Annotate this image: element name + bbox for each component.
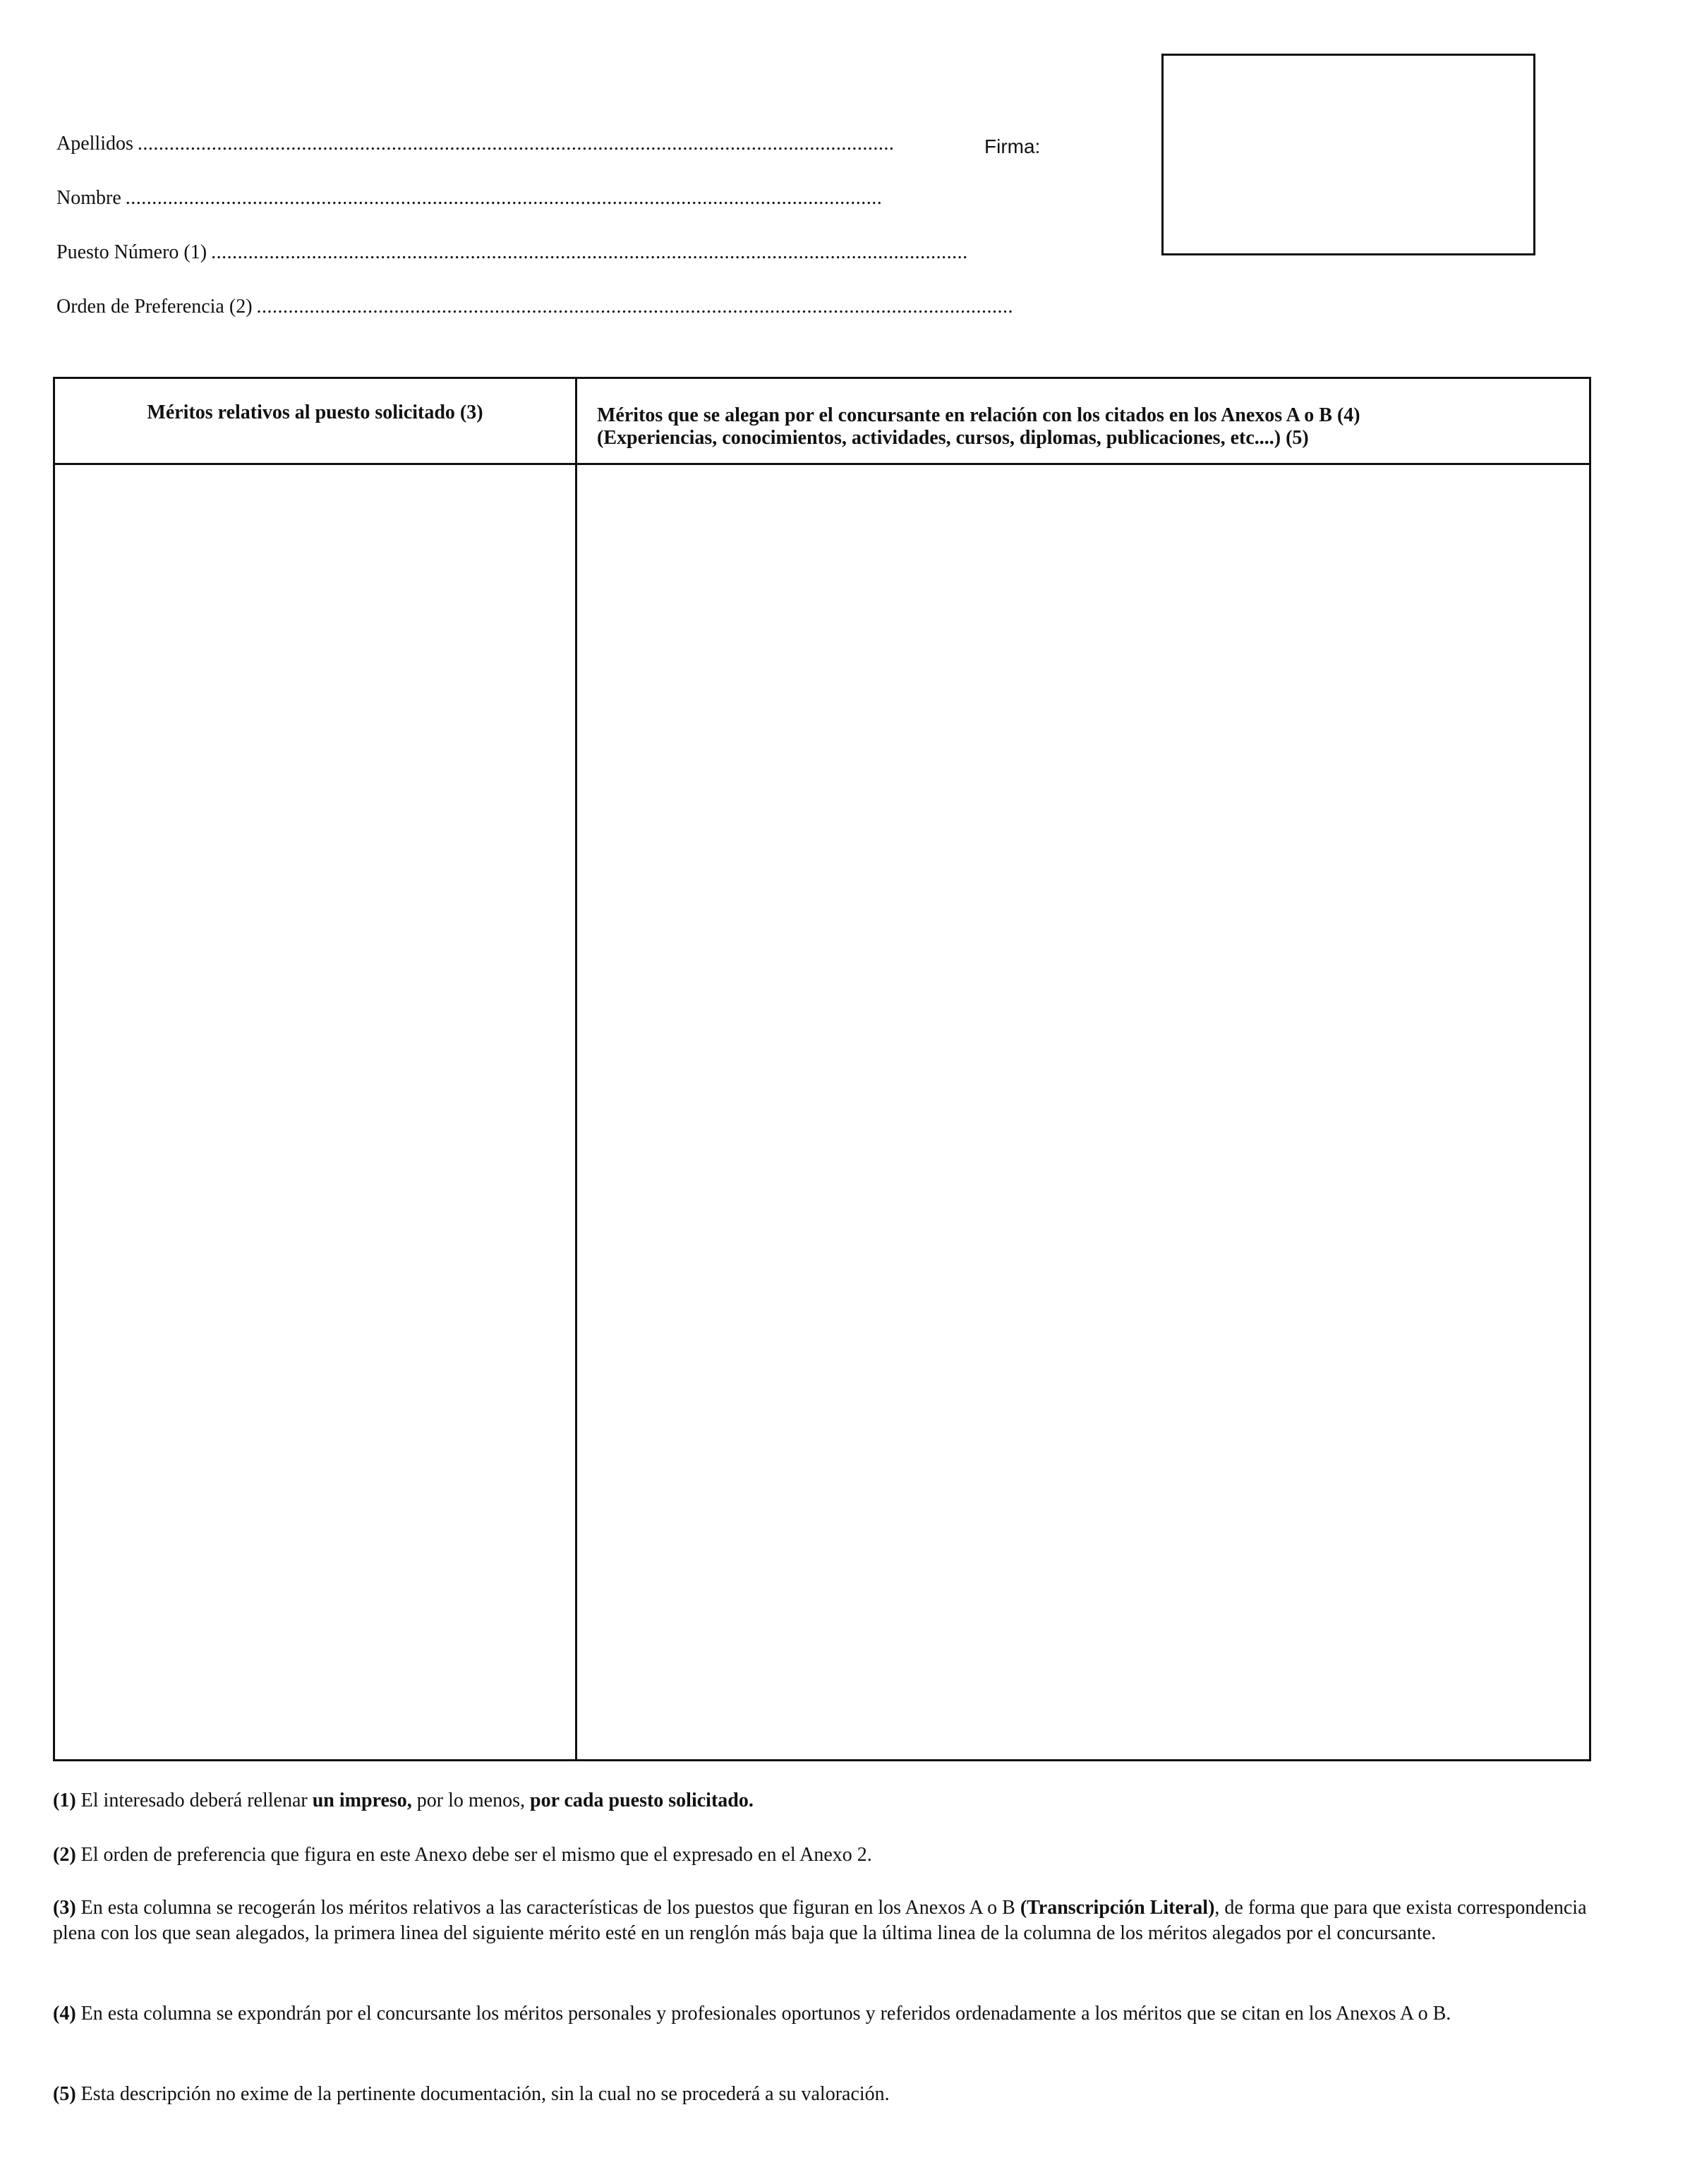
note-4 [53,2001,1591,2027]
merits-table [53,377,1591,1761]
orden-field[interactable] [56,294,1014,320]
col2-header [577,379,1589,465]
note-3-text-c: , de forma que para que exista correspondencia plena con los que sean alegados, la primera linea del siguiente mérito esté en un renglón más baja que la última linea de la columna de los méritos alegados por el concursante. [53,1897,1587,1944]
note-3-text-a: En esta columna se recogerán los méritos relativos a las características de los puestos que figuran en los Anexos A o B [76,1897,1020,1919]
note-1 [53,1788,1591,1814]
firma-label: Firma: [984,135,1041,157]
nombre-label: Nombre [56,187,121,209]
nombre-field[interactable] [56,186,907,211]
apellidos-dots: ............................................................................................................................................... [137,133,895,155]
signature-box[interactable] [1161,54,1535,255]
note-1-num: (1) [53,1790,76,1811]
note-2-text: El orden de preferencia que figura en este Anexo debe ser el mismo que el expresado en el Anexo 2. [76,1844,872,1866]
note-1-text-b: un impreso, [312,1790,412,1811]
note-5-num: (5) [53,2083,76,2105]
note-3-text-b: (Transcripción Literal) [1020,1897,1215,1919]
col1-header: Méritos relativos al puesto solicitado (3) [55,379,577,465]
note-2 [53,1842,1591,1868]
puesto-label: Puesto Número (1) [56,241,207,263]
col2-header-line1: Méritos que se alegan por el concursante en relación con los citados en los Anexos A o B (4) [597,404,1360,426]
note-1-text-c: por lo menos, [411,1790,530,1811]
note-4-num: (4) [53,2003,76,2025]
note-5 [53,2082,1591,2107]
note-3-num: (3) [53,1897,76,1919]
apellidos-label: Apellidos [56,133,133,155]
note-2-num: (2) [53,1844,76,1866]
note-5-text: Esta descripción no exime de la pertinente documentación, sin la cual no se procederá a su valoración. [76,2083,890,2105]
note-3 [53,1895,1591,1946]
puesto-field[interactable] [56,240,968,265]
note-1-text-d: por cada puesto solicitado. [530,1790,754,1811]
note-4-text: En esta columna se expondrán por el concursante los méritos personales y profesionales oportunos y referidos ordenadamente a los méritos que se citan en los Anexos A o B. [76,2003,1451,2025]
orden-dots: ............................................................................................................................................... [256,296,1014,318]
puesto-dots: ............................................................................................................................................... [211,241,968,263]
apellidos-field[interactable] [56,131,900,157]
note-1-text-a: El interesado deberá rellenar [76,1790,313,1811]
col2-header-line2: (Experiencias, conocimientos, actividades, cursos, diplomas, publicaciones, etc....) (5) [597,427,1309,449]
merits-alleged-cell[interactable] [577,465,1589,1759]
orden-label: Orden de Preferencia (2) [56,296,253,318]
nombre-dots: ............................................................................................................................................... [125,187,883,209]
merits-requested-cell[interactable] [55,465,577,1759]
